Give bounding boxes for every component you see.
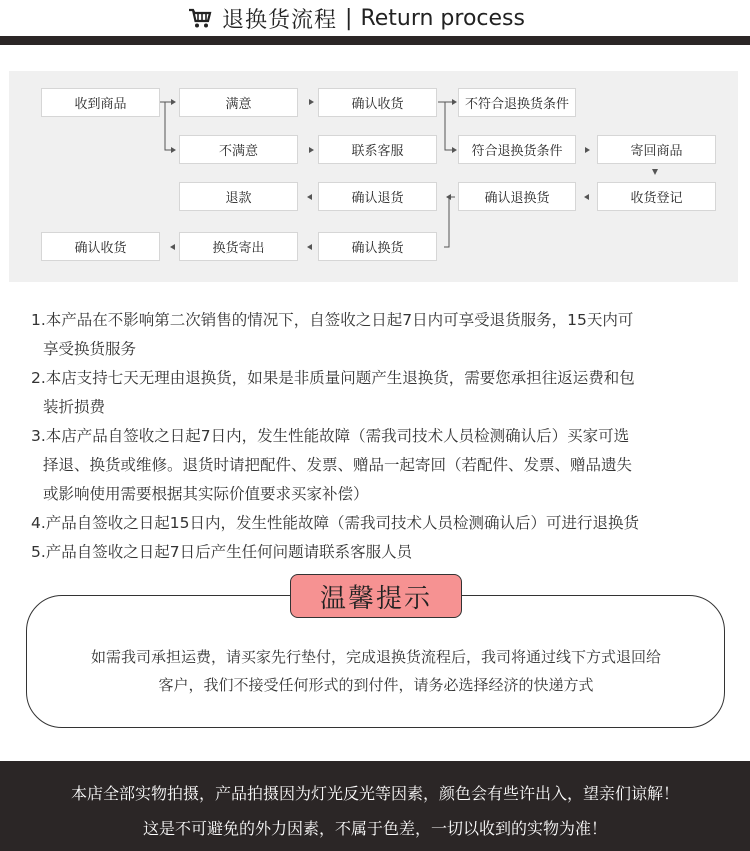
title-separator: | xyxy=(345,5,353,31)
rule-item xyxy=(31,509,731,538)
flow-step-unsatisfied: 不满意 xyxy=(179,135,298,164)
page-title-en: Return process xyxy=(360,5,525,31)
flow-step-confirm-receipt: 确认收货 xyxy=(318,88,437,117)
rule-line: 享受换货服务 xyxy=(43,340,137,358)
rule-line: 1.本产品在不影响第二次销售的情况下，自签收之日起7日内可享受退货服务，15天内可 xyxy=(31,311,634,329)
rule-item xyxy=(31,538,731,567)
rule-item xyxy=(31,306,731,364)
rule-line: 或影响使用需要根据其实际价值要求买家补偿） xyxy=(43,485,369,503)
tip-title: 温馨提示 xyxy=(290,574,462,618)
flow-step-confirm-return: 确认退货 xyxy=(318,182,437,211)
rule-item xyxy=(31,422,731,509)
rule-item xyxy=(31,364,731,422)
return-rules xyxy=(31,306,731,567)
flow-step-send-back: 寄回商品 xyxy=(597,135,716,164)
tip-line: 如需我司承担运费，请买家先行垫付，完成退换货流程后，我司将通过线下方式退回给 xyxy=(90,648,661,666)
tip-line: 客户，我们不接受任何形式的到付件，请务必选择经济的快递方式 xyxy=(158,676,594,694)
flow-step-not-qualified: 不符合退换货条件 xyxy=(458,88,576,117)
flow-step-qualified: 符合退换货条件 xyxy=(458,135,576,164)
rule-line: 装折损费 xyxy=(43,398,106,416)
footer-line: 这是不可避免的外力因素，不属于色差，一切以收到的实物为准！ xyxy=(142,819,607,838)
flow-step-refund: 退款 xyxy=(179,182,298,211)
rule-line: 4.产品自签收之日起15日内，发生性能故障（需我司技术人员检测确认后）可进行退换货 xyxy=(31,514,640,532)
footer-line: 本店全部实物拍摄，产品拍摄因为灯光反光等因素，颜色会有些许出入，望亲们谅解！ xyxy=(70,784,679,803)
tip-text xyxy=(40,643,712,699)
rule-line: 择退、换货或维修。退货时请把配件、发票、赠品一起寄回（若配件、发票、赠品遗失 xyxy=(43,456,633,474)
flow-step-receipt-registration: 收货登记 xyxy=(597,182,716,211)
rule-line: 3.本店产品自签收之日起7日内，发生性能故障（需我司技术人员检测确认后）买家可选 xyxy=(31,427,630,445)
flow-step-satisfied: 满意 xyxy=(179,88,298,117)
flow-step-receive-goods: 收到商品 xyxy=(41,88,160,117)
page-title-cn: 退换货流程 xyxy=(222,7,338,33)
flow-step-exchange-shipped: 换货寄出 xyxy=(179,232,298,261)
footer-notice xyxy=(0,761,750,851)
rule-line: 2.本店支持七天无理由退换货，如果是非质量问题产生退换货，需要您承担往返运费和包 xyxy=(31,369,635,387)
flow-step-contact-service: 联系客服 xyxy=(318,135,437,164)
flow-step-confirm-return-exchange: 确认退换货 xyxy=(458,182,576,211)
flow-step-confirm-exchange: 确认换货 xyxy=(318,232,437,261)
rule-line: 5.产品自签收之日起7日后产生任何问题请联系客服人员 xyxy=(31,543,413,561)
flow-step-confirm-receipt-final: 确认收货 xyxy=(41,232,160,261)
